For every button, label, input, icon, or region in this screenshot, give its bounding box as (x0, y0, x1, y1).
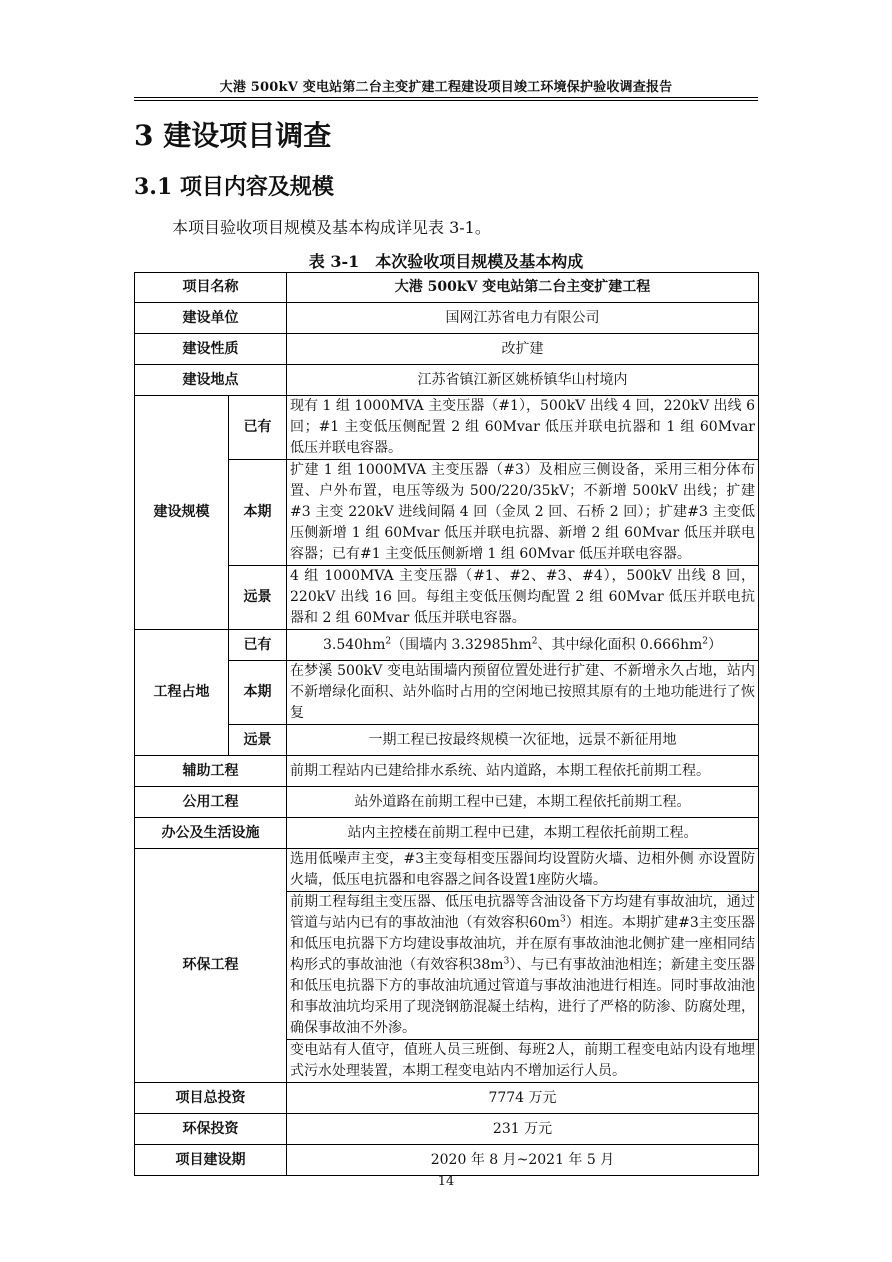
sub-label: 远景 (229, 566, 287, 630)
group-label: 工程占地 (135, 630, 229, 756)
table-row (135, 303, 759, 334)
row-value: 一期工程已按最终规模一次征地，远景不新征用地 (287, 725, 759, 756)
row-label: 项目名称 (135, 273, 287, 303)
row-label: 项目建设期 (135, 1145, 287, 1176)
row-value: 现有 1 组 1000MVA 主变压器（#1），500kV 出线 4 回，220kV 出线 6 回；#1 主变低压侧配置 2 组 60Mvar 低压并联电抗器和 1 组 60Mvar 低压并联电容器。 (287, 396, 759, 460)
table-row (135, 818, 759, 849)
table-row (135, 787, 759, 818)
chapter-heading: 3 建设项目调查 (134, 119, 332, 152)
row-value: 江苏省镇江新区姚桥镇华山村境内 (287, 365, 759, 396)
row-value: 前期工程站内已建给排水系统、站内道路，本期工程依托前期工程。 (287, 756, 759, 787)
sub-label: 远景 (229, 725, 287, 756)
row-value: 扩建 1 组 1000MVA 主变压器（#3）及相应三侧设备，采用三相分体布置、户外布置，电压等级为 500/220/35kV；不新增 500kV 出线；扩建#3 主变 220kV 进线间隔 4 回（金凤 2 回、石桥 2 回）；扩建#3 主变低压侧新增 1 组 60Mvar 低压并联电抗器、新增 2 组 60Mvar 低压并联电容器；已有#1 主变低压侧新增 1 组 60Mvar 低压并联电容器。 (287, 460, 759, 566)
row-label: 公用工程 (135, 787, 287, 818)
sub-label: 已有 (229, 630, 287, 661)
row-value: 231 万元 (287, 1114, 759, 1145)
sub-label: 本期 (229, 460, 287, 566)
group-label: 建设规模 (135, 396, 229, 630)
table-row (135, 630, 759, 661)
section-heading: 3.1 项目内容及规模 (134, 174, 334, 200)
row-label: 环保工程 (135, 849, 287, 1083)
table-row (135, 756, 759, 787)
row-value: $3.540hm^2$（围墙内 $3.32985hm^2$、其中绿化面积 $0.666hm^2$） (287, 630, 759, 661)
table-row (135, 725, 759, 756)
row-value: 4 组 1000MVA 主变压器（#1、#2、#3、#4），500kV 出线 8 回，220kV 出线 16 回。每组主变低压侧均配置 2 组 60Mvar 低压并联电抗器和 2 组 60Mvar 低压并联电容器。 (287, 566, 759, 630)
header-rule (134, 97, 758, 101)
table-row (135, 661, 759, 725)
row-value: 在梦溪 500kV 变电站围墙内预留位置处进行扩建、不新增永久占地，站内不新增绿化面积、站外临时占用的空闲地已按照其原有的土地功能进行了恢复 (287, 661, 759, 725)
table-row (135, 566, 759, 630)
row-label: 建设单位 (135, 303, 287, 334)
table-row (135, 334, 759, 365)
row-label: 辅助工程 (135, 756, 287, 787)
sub-label: 本期 (229, 661, 287, 725)
table-row (135, 1083, 759, 1114)
row-label: 环保投资 (135, 1114, 287, 1145)
row-value: 站外道路在前期工程中已建，本期工程依托前期工程。 (287, 787, 759, 818)
env-noise: 选用低噪声主变，#3主变每相变压器间均设置防火墙、边相外侧 亦设置防火墙，低压电抗器和电容器之间各设置1座防火墙。 (287, 849, 759, 892)
row-value: 改扩建 (287, 334, 759, 365)
row-value: 2020 年 8 月~2021 年 5 月 (287, 1145, 759, 1176)
row-value: 大港 500kV 变电站第二台主变扩建工程 (287, 273, 759, 303)
row-value: 国网江苏省电力有限公司 (287, 303, 759, 334)
intro-paragraph: 本项目验收项目规模及基本构成详见表 3-1。 (172, 218, 491, 237)
table-row (135, 849, 759, 892)
row-label: 建设地点 (135, 365, 287, 396)
table-row (135, 460, 759, 566)
table-row (135, 365, 759, 396)
env-oil: 前期工程每组主变压器、低压电抗器等含油设备下方均建有事故油坑，通过管道与站内已有的事故油池（有效容积$60m^3$）相连。本期扩建#3主变压器和低压电抗器下方均建设事故油坑，并在原有事故油池北侧扩建一座相同结构形式的事故油池（有效容积$38m^3$）、与已有事故油池相连；新建主变压器和低压电抗器下方的事故油坑通过管道与事故油池进行相连。同时事故油池和事故油坑均采用了现浇钢筋混凝土结构，进行了严格的防渗、防腐处理，确保事故油不外渗。 (287, 892, 759, 1040)
table-row (135, 396, 759, 460)
sub-label: 已有 (229, 396, 287, 460)
row-label: 建设性质 (135, 334, 287, 365)
row-value: 站内主控楼在前期工程中已建，本期工程依托前期工程。 (287, 818, 759, 849)
table-caption: 表 3-1 本次验收项目规模及基本构成 (308, 252, 584, 271)
row-label: 项目总投资 (135, 1083, 287, 1114)
project-scale-table (134, 272, 759, 1176)
env-sewage: 变电站有人值守，值班人员三班倒、每班2人，前期工程变电站内设有地埋式污水处理装置，本期工程变电站内不增加运行人员。 (287, 1040, 759, 1083)
row-value: 7774 万元 (287, 1083, 759, 1114)
page-number: 14 (437, 1174, 455, 1189)
table-row (135, 1114, 759, 1145)
row-label: 办公及生活设施 (135, 818, 287, 849)
table-row (135, 273, 759, 303)
running-header: 大港 500kV 变电站第二台主变扩建工程建设项目竣工环境保护验收调查报告 (219, 80, 673, 95)
table-row (135, 1145, 759, 1176)
